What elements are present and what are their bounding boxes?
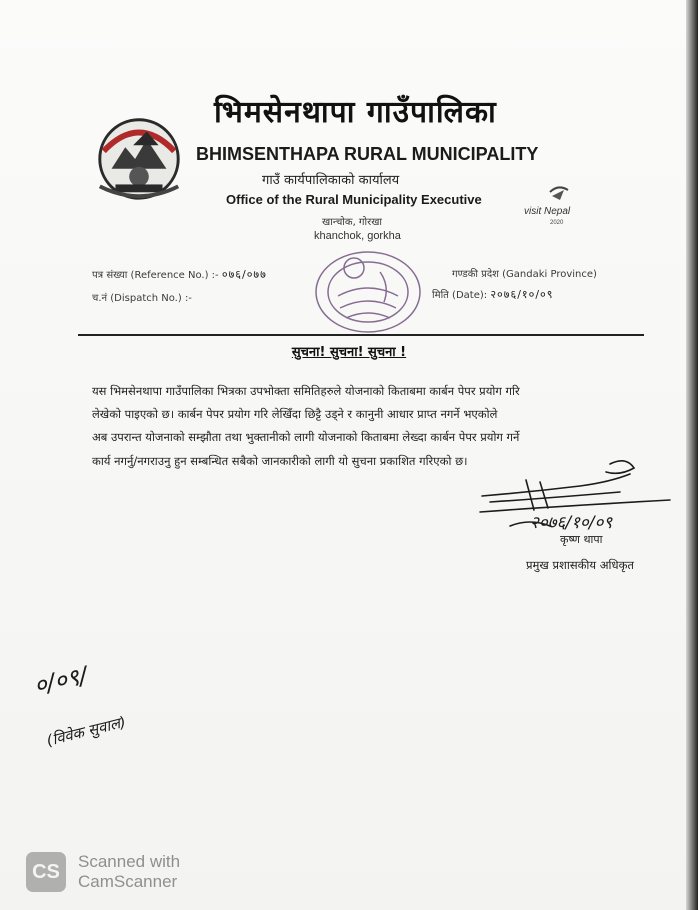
signature-handwritten-date: २०७६/१०/०९ [530, 513, 613, 533]
scan-edge [686, 0, 698, 910]
header-divider [78, 334, 644, 336]
watermark-line1: Scanned with [78, 852, 181, 871]
date-label: मिति (Date): [432, 290, 488, 301]
camscanner-logo-icon: CS [26, 852, 66, 892]
office-name-english: Office of the Rural Municipality Executive [226, 192, 482, 207]
reference-number [92, 267, 267, 282]
date-value: २०७६/१०/०९ [490, 288, 554, 301]
notice-title: सुचना! सुचना! सुचना ! [291, 345, 407, 360]
notice-line: अब उपरान्त योजनाको सम्झौता तथा भुक्तानीको लागी योजनाको किताबमा लेख्दा कार्बन पेपर प्रयोग गर्ने [92, 430, 520, 445]
notice-line: लेखेको पाइएको छ। कार्बन पेपर प्रयोग गरि लेखिँदा छिट्टै उड्ने र कानुनी आधार प्राप्त नगर्ने भएकोले [92, 407, 498, 422]
signatory-designation: प्रमुख प्रशासकीय अधिकृत [526, 558, 634, 572]
visit-nepal-year: 2020 [550, 220, 564, 226]
handwritten-note [30, 648, 180, 758]
date [432, 287, 553, 302]
municipality-name-english: BHIMSENTHAPA RURAL MUNICIPALITY [196, 144, 539, 164]
notice-line: यस भिमसेनथापा गाउँपालिका भित्रका उपभोक्ता समितिहरुले योजनाको किताबमा कार्बन पेपर प्रयोग गरि [92, 384, 520, 398]
municipality-emblem-icon [90, 108, 188, 206]
address-english: khanchok, gorkha [314, 230, 401, 242]
reference-value: ०७६/०७७ [221, 268, 267, 281]
address-nepali: खान्चोक, गोरखा [322, 217, 383, 228]
visit-nepal-text: visit Nepal [524, 206, 571, 217]
notice-line: कार्य नगर्नु/नगराउनु हुन सम्बन्धित सबैको जानकारीको लागी यो सुचना प्रकाशित गरिएको छ। [92, 453, 468, 468]
handwritten-note-line1: ०/०९/ [31, 661, 90, 700]
office-name-nepali: गाउँ कार्यपालिकाको कार्यालय [262, 173, 400, 188]
visit-nepal-logo [520, 182, 600, 226]
dispatch-label: च.नं (Dispatch No.) :- [92, 293, 192, 304]
municipality-name-nepali: भिमसेनथापा गाउँपालिका [214, 95, 497, 130]
office-stamp [310, 246, 426, 336]
province-label: गण्डकी प्रदेश (Gandaki Province) [452, 269, 597, 280]
signatory-name: कृष्ण थापा [560, 533, 603, 546]
watermark-line2: CamScanner [78, 872, 178, 891]
dispatch-number [92, 290, 192, 304]
handwritten-note-line2: (विवेक सुवाल) [44, 712, 128, 750]
reference-label: पत्र संख्या (Reference No.) :- [92, 270, 219, 281]
